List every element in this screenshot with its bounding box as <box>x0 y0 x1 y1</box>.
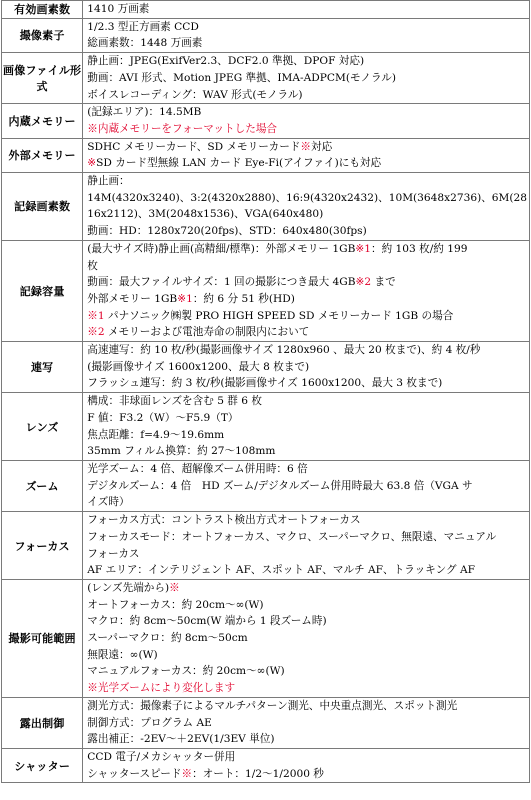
spec-value-line <box>87 342 527 359</box>
spec-label: 画像ファイル形式 <box>2 53 83 104</box>
spec-text: SD カード型無線 LAN カード Eye-Fi(アイファイ)にも対応 <box>96 157 382 170</box>
spec-text: 総画素数：1448 万画素 <box>87 37 203 50</box>
spec-value <box>83 512 530 580</box>
spec-row <box>2 1 530 19</box>
spec-text: ボイスレコーディング：WAV 形式(モノラル) <box>87 88 303 101</box>
spec-value-line <box>87 35 527 52</box>
spec-value-line <box>87 375 527 392</box>
spec-text: SDHC メモリーカード、SD メモリーカード <box>87 140 301 153</box>
spec-value-line <box>87 190 527 207</box>
spec-value-line <box>87 223 527 240</box>
spec-text: 制御方式：プログラム AE <box>87 716 212 729</box>
spec-text: 動画：HD：1280x720(20fps)、STD：640x480(30fps) <box>87 225 367 238</box>
footnote-mark: ※2 <box>355 276 372 289</box>
spec-text: フォーカスモード：オートフォーカス、マクロ、スーパーマクロ、無限遠、マニュアル <box>87 530 497 543</box>
spec-value-line <box>87 749 527 766</box>
spec-value <box>83 393 530 461</box>
spec-row <box>2 748 530 782</box>
spec-value-line <box>87 359 527 376</box>
spec-label: シャッター <box>2 748 83 782</box>
spec-row <box>2 460 530 511</box>
spec-row <box>2 393 530 461</box>
spec-text: (レンズ先端から) <box>87 581 170 594</box>
spec-text: 焦点距離：f=4.9〜19.6mm <box>87 428 225 441</box>
spec-value-line <box>87 715 527 732</box>
spec-text: 静止画：JPEG(ExifVer2.3、DCF2.0 準拠、DPOF 対応) <box>87 55 365 68</box>
footnote-mark: ※ <box>169 581 180 594</box>
spec-value <box>83 104 530 138</box>
spec-value-line <box>87 258 527 275</box>
spec-value-line <box>87 698 527 715</box>
spec-text: フォーカス方式：コントラスト検出方式オートフォーカス <box>87 514 361 527</box>
spec-text: (撮影画像サイズ 1600x1200、最大 8 枚まで) <box>87 360 310 373</box>
spec-value <box>83 342 530 393</box>
spec-value-line <box>87 70 527 87</box>
spec-value-line <box>87 1 527 18</box>
spec-value <box>83 240 530 341</box>
spec-row <box>2 104 530 138</box>
spec-text: 光学ズーム：4 倍、超解像ズーム併用時：6 倍 <box>87 462 308 475</box>
spec-label: 記録画素数 <box>2 173 83 241</box>
spec-value <box>83 579 530 697</box>
spec-label: 撮影可能範囲 <box>2 579 83 697</box>
spec-value-line <box>87 241 527 258</box>
spec-value-line <box>87 155 527 172</box>
spec-text: 高速連写：約 10 枚/秒(撮影画像サイズ 1280x960 、最大 20 枚まで)、約 4 枚/秒 <box>87 344 481 357</box>
spec-text: パナソニック㈱製 PRO HIGH SPEED SD メモリーカード 1GB の場合 <box>104 309 454 322</box>
spec-value <box>83 1 530 19</box>
spec-text: ：オート：1/2〜1/2000 秒 <box>192 767 324 780</box>
spec-text: メモリーおよび電池寿命の制限内において <box>104 326 310 339</box>
spec-text: マクロ：約 8cm〜50cm(W 端から 1 段ズーム時) <box>87 615 327 628</box>
spec-label: 連写 <box>2 342 83 393</box>
spec-text: オートフォーカス：約 20cm〜∞(W) <box>87 598 264 611</box>
spec-value-line <box>87 647 527 664</box>
spec-value-line <box>87 410 527 427</box>
spec-value-line <box>87 461 527 478</box>
spec-text: 1410 万画素 <box>87 3 150 15</box>
spec-value-line <box>87 630 527 647</box>
spec-text: シャッタースピード <box>87 767 182 780</box>
spec-value-line <box>87 478 527 495</box>
spec-row <box>2 512 530 580</box>
spec-value-line <box>87 731 527 748</box>
footnote-mark: ※ <box>87 157 97 170</box>
spec-label: 有効画素数 <box>2 1 83 19</box>
spec-label: ズーム <box>2 460 83 511</box>
spec-value-line <box>87 562 527 579</box>
spec-value-line <box>87 597 527 614</box>
spec-value-line <box>87 443 527 460</box>
spec-value-line <box>87 393 527 410</box>
spec-row <box>2 138 530 172</box>
spec-value-line <box>87 427 527 444</box>
spec-text: F 値：F3.2（W）〜F5.9（T） <box>87 411 239 424</box>
spec-value-line <box>87 291 527 308</box>
spec-row <box>2 342 530 393</box>
spec-text: 外部メモリー 1GB <box>87 292 178 305</box>
spec-table <box>1 0 530 783</box>
spec-text: (記録エリア)：14.5MB <box>87 106 202 119</box>
spec-value <box>83 138 530 172</box>
spec-value-line <box>87 580 527 597</box>
spec-label: レンズ <box>2 393 83 461</box>
spec-text: フォーカス <box>87 547 140 560</box>
spec-value-line <box>87 680 527 697</box>
spec-value-line <box>87 613 527 630</box>
footnote-mark: ※2 <box>87 326 105 339</box>
spec-value-line <box>87 324 527 341</box>
footnote-mark: ※ <box>300 140 311 153</box>
spec-value-line <box>87 494 527 511</box>
spec-value-line <box>87 546 527 563</box>
spec-text: マニュアルフォーカス：約 20cm〜∞(W) <box>87 665 285 678</box>
spec-text: (最大サイズ時)静止画(高精細/標準)：外部メモリー 1GB <box>87 242 356 255</box>
spec-value-line <box>87 206 527 223</box>
spec-text: ：約 103 枚/約 199 <box>370 242 468 255</box>
spec-value-line <box>87 512 527 529</box>
spec-text: 測光方式：撮像素子によるマルチパターン測光、中央重点測光、スポット測光 <box>87 699 458 712</box>
spec-text: 動画：最大ファイルサイズ：1 回の撮影につき最大 4GB <box>87 276 356 289</box>
spec-value <box>83 460 530 511</box>
spec-text: 35mm フィルム換算：約 27〜108mm <box>87 445 276 458</box>
spec-value-line <box>87 19 527 36</box>
spec-value-line <box>87 104 527 121</box>
footnote-mark: ※1 <box>177 292 193 305</box>
spec-value <box>83 173 530 241</box>
spec-text: 動画：AVI 形式、Motion JPEG 準拠、IMA-ADPCM(モノラル) <box>87 71 397 84</box>
spec-value-line <box>87 529 527 546</box>
spec-text: 静止画： <box>87 175 130 188</box>
spec-text: まで <box>371 276 396 289</box>
spec-value-line <box>87 121 527 138</box>
spec-row <box>2 53 530 104</box>
spec-label: 内蔵メモリー <box>2 104 83 138</box>
spec-text: 1/2.3 型正方画素 CCD <box>87 20 199 33</box>
spec-label: フォーカス <box>2 512 83 580</box>
spec-label: 外部メモリー <box>2 138 83 172</box>
footnote-mark: ※1 <box>87 309 105 322</box>
spec-label: 撮像素子 <box>2 18 83 52</box>
spec-value-line <box>87 274 527 291</box>
spec-text: 構成：非球面レンズを含む 5 群 6 枚 <box>87 395 262 408</box>
footnote-mark: ※1 <box>355 242 371 255</box>
spec-text: フラッシュ連写：約 3 枚/秒(撮影画像サイズ 1600x1200、最大 3 枚まで) <box>87 377 443 390</box>
spec-value-line <box>87 663 527 680</box>
spec-row <box>2 240 530 341</box>
spec-value <box>83 748 530 782</box>
spec-value <box>83 53 530 104</box>
spec-value-line <box>87 139 527 156</box>
spec-text: 枚 <box>87 259 98 272</box>
spec-text: 14M(4320x3240)、3:2(4320x2880)、16:9(4320x2432)、10M(3648x2736)、6M(28 <box>87 191 527 204</box>
spec-value-line <box>87 766 527 783</box>
spec-text: イズ時） <box>87 496 130 509</box>
spec-text: 露出補正：-2EV〜＋2EV(1/3EV 単位) <box>87 733 275 746</box>
spec-label: 記録容量 <box>2 240 83 341</box>
spec-text: 対応 <box>310 140 333 153</box>
spec-row <box>2 579 530 697</box>
spec-text: 無限遠：∞(W) <box>87 648 158 661</box>
spec-text: スーパーマクロ：約 8cm〜50cm <box>87 632 248 645</box>
spec-text: AF エリア：インテリジェント AF、スポット AF、マルチ AF、トラッキング AF <box>87 564 476 577</box>
spec-value-line <box>87 173 527 190</box>
spec-label: 露出制御 <box>2 697 83 748</box>
spec-row <box>2 697 530 748</box>
footnote-mark: ※光学ズームにより変化します <box>87 682 236 695</box>
footnote-mark: ※ <box>181 767 193 780</box>
spec-row <box>2 18 530 52</box>
spec-value <box>83 697 530 748</box>
spec-text: デジタルズーム：4 倍 HD ズーム/デジタルズーム併用時最大 63.8 倍（VGA サ <box>87 479 473 492</box>
spec-text: CCD 電子/メカシャッター併用 <box>87 750 236 763</box>
spec-text: 16x2112)、3M(2048x1536)、VGA(640x480) <box>87 208 324 221</box>
spec-value-line <box>87 87 527 104</box>
spec-text: ：約 6 分 51 秒(HD) <box>192 292 295 305</box>
spec-value-line <box>87 53 527 70</box>
footnote-mark: ※内蔵メモリーをフォーマットした場合 <box>87 122 278 135</box>
spec-table-body <box>2 1 530 783</box>
spec-value-line <box>87 308 527 325</box>
spec-value <box>83 18 530 52</box>
spec-row <box>2 173 530 241</box>
